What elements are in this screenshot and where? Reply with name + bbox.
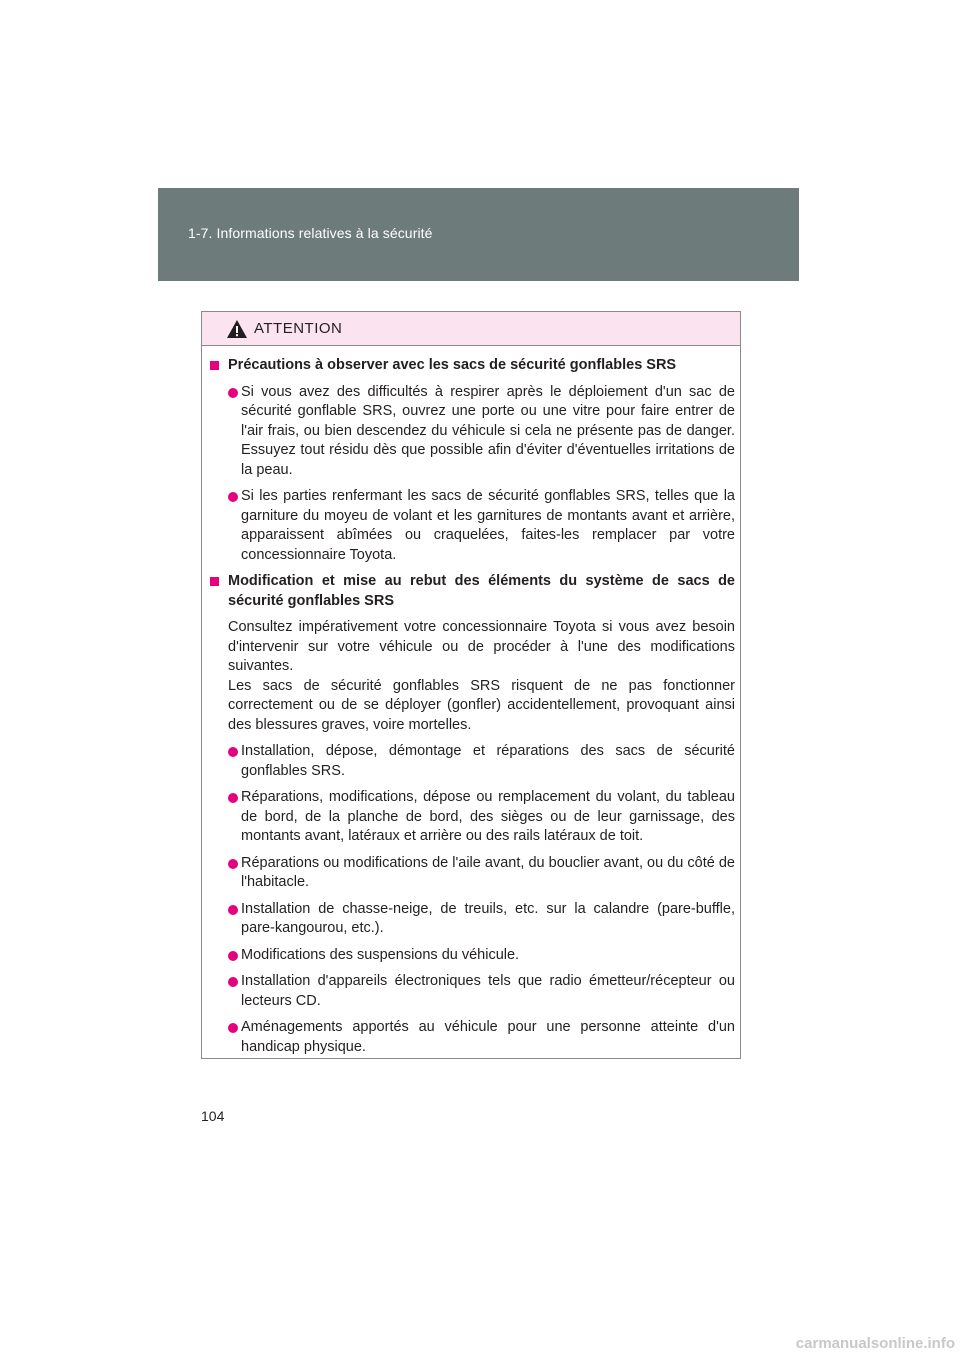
round-bullet-icon	[227, 854, 241, 893]
round-bullet-icon	[227, 487, 241, 565]
round-bullet-icon	[227, 1018, 241, 1057]
attention-title: ATTENTION	[254, 320, 343, 337]
list-item: Modifications des suspensions du véhicule.	[227, 946, 735, 966]
section-title: Modification et mise au rebut des éléments du système de sacs de sécurité gonflables SRS	[210, 572, 735, 611]
page-number: 104	[201, 1108, 225, 1124]
attention-content	[202, 346, 740, 1057]
list-item: Réparations ou modifications de l'aile avant, du bouclier avant, ou du côté de l'habitacle.	[227, 854, 735, 893]
list-item: Installation de chasse-neige, de treuils, etc. sur la calandre (pare-buffle, pare-kangourou, etc.).	[227, 900, 735, 939]
round-bullet-icon	[227, 742, 241, 781]
square-bullet-icon	[210, 356, 220, 376]
square-bullet-icon	[210, 572, 220, 611]
list-item: Si vous avez des difficultés à respirer après le déploiement d'un sac de sécurité gonflable SRS, ouvrez une porte ou une vitre pour faire entrer de l'air frais, ou bien descendez du véhicule si cela ne présente pas de danger. Essuyez tout résidu dès que possible afin d'éviter d'éventuelles irritations de la peau.	[227, 383, 735, 481]
round-bullet-icon	[227, 788, 241, 847]
round-bullet-icon	[227, 972, 241, 1011]
list-item: Installation, dépose, démontage et réparations des sacs de sécurité gonflables SRS.	[227, 742, 735, 781]
section-title: Précautions à observer avec les sacs de sécurité gonflables SRS	[210, 356, 735, 376]
section-paragraph: Consultez impérativement votre concessionnaire Toyota si vous avez besoin d'intervenir sur votre véhicule ou de procéder à l'une des modifications suivantes. Les sacs de sécurité gonflables SRS risquent de ne pas fonctionner correctement ou de se déployer (gonfler) accidentellement, provoquant ainsi des blessures graves, voire mortelles.	[228, 619, 735, 733]
round-bullet-icon	[227, 900, 241, 939]
list-item: Aménagements apportés au véhicule pour une personne atteinte d'un handicap physique.	[227, 1018, 735, 1057]
list-item: Réparations, modifications, dépose ou remplacement du volant, du tableau de bord, de la planche de bord, des sièges ou de leur garnissage, des montants avant, latéraux et arrière ou des rails latéraux de toit.	[227, 788, 735, 847]
round-bullet-icon	[227, 383, 241, 481]
warning-triangle-icon	[226, 319, 248, 339]
list-item: Si les parties renfermant les sacs de sécurité gonflables SRS, telles que la garniture du moyeu de volant et les garnitures de montants avant et arrière, apparaissent abîmées ou craquelées, faites-les remplacer par votre concessionnaire Toyota.	[227, 487, 735, 565]
list-item: Installation d'appareils électroniques tels que radio émetteur/récepteur ou lecteurs CD.	[227, 972, 735, 1011]
chapter-header-band	[158, 188, 799, 281]
chapter-title: 1-7. Informations relatives à la sécurité	[188, 225, 433, 241]
attention-box	[201, 311, 741, 1059]
round-bullet-icon	[227, 946, 241, 966]
watermark: carmanualsonline.info	[795, 1335, 955, 1352]
attention-header	[202, 312, 740, 346]
